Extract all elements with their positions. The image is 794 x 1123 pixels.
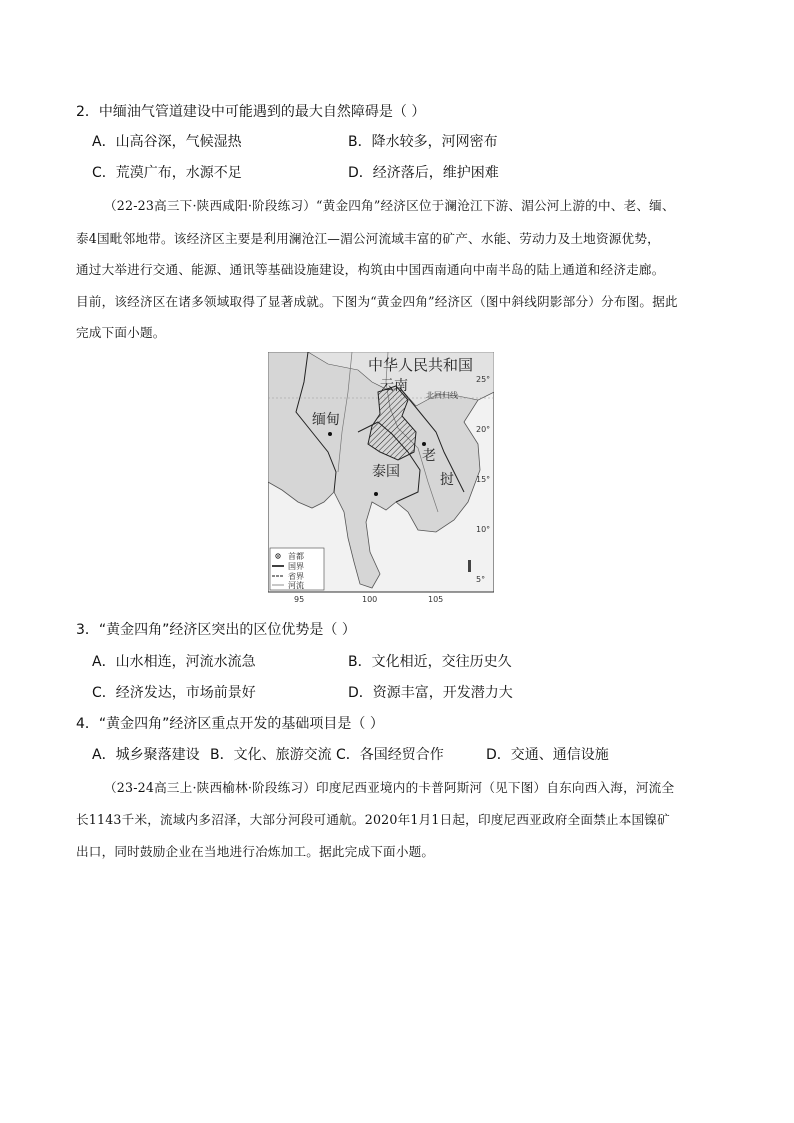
label-laos-2: 挝 [440, 472, 454, 488]
label-tropic: 北回归线 [426, 391, 458, 400]
passage2-line-1: （23-24高三上·陕西榆林·阶段练习）印度尼西亚境内的卡普阿斯河（见下图）自东向西入海，河流全 [104, 780, 675, 795]
lat-tick-15: 15° [476, 475, 491, 484]
lat-tick-25: 25° [476, 375, 491, 384]
legend-border-label: 国界 [288, 562, 304, 571]
passage2-line-3: 出口，同时鼓励企业在当地进行冶炼加工。据此完成下面小题。 [76, 844, 435, 859]
q4-option-c: C．各国经贸合作 [336, 747, 444, 763]
q4-option-d: D．交通、通信设施 [486, 747, 609, 763]
label-yunnan: 云南 [380, 378, 408, 394]
q2-stem: 2．中缅油气管道建设中可能遇到的最大自然障碍是（ ） [76, 104, 426, 120]
label-myanmar: 缅甸 [312, 412, 340, 428]
q2-option-a: A．山高谷深，气候湿热 [92, 134, 242, 150]
legend-river-label: 河流 [288, 581, 304, 590]
q3-option-c: C．经济发达，市场前景好 [92, 685, 256, 701]
label-china: 中华人民共和国 [368, 356, 474, 374]
q2-option-c: C．荒漠广布，水源不足 [92, 165, 242, 181]
lon-tick-100: 100 [362, 595, 378, 604]
lon-tick-105: 105 [428, 595, 444, 604]
passage1-line-3: 通过大举进行交通、能源、通讯等基础设施建设，构筑由中国西南通向中南半岛的陆上通道和经济走廊。 [76, 262, 665, 277]
q2-option-d: D．经济落后，维护困难 [348, 165, 499, 181]
passage1-line-4: 目前，该经济区在诸多领域取得了显著成就。下图为“黄金四角”经济区（图中斜线阴影部分）分布图。据此 [76, 294, 678, 309]
lat-tick-10: 10° [476, 525, 491, 534]
q3-option-b: B．文化相近，交往历史久 [348, 654, 512, 670]
lon-tick-95: 95 [294, 595, 305, 604]
q4-stem: 4．“黄金四角”经济区重点开发的基础项目是（ ） [76, 716, 384, 732]
q3-option-a: A．山水相连，河流水流急 [92, 654, 256, 670]
passage1-line-5: 完成下面小题。 [76, 325, 166, 340]
label-thailand: 泰国 [372, 464, 400, 480]
lat-tick-20: 20° [476, 425, 491, 434]
capital-marker-laos [422, 442, 426, 446]
capital-marker-thailand [374, 492, 378, 496]
scale-bar [468, 560, 471, 572]
q2-option-b: B．降水较多，河网密布 [348, 134, 498, 150]
q4-options-row [92, 745, 609, 765]
q3-stem: 3．“黄金四角”经济区突出的区位优势是（ ） [76, 622, 356, 638]
passage2-line-2: 长1143千米，流域内多沼泽，大部分河段可通航。2020年1月1日起，印度尼西亚政府全面禁止本国镍矿 [76, 812, 670, 827]
legend-capital-label: 首都 [288, 552, 304, 561]
legend-province-label: 省界 [288, 572, 304, 581]
passage1-line-2: 泰4国毗邻地带。该经济区主要是利用澜沧江—湄公河流域丰富的矿产、水能、劳动力及土地资源优势， [76, 231, 660, 246]
q4-option-b: B．文化、旅游交流 [210, 747, 332, 763]
label-laos-1: 老 [422, 448, 436, 464]
lat-tick-5: 5° [476, 575, 486, 584]
passage1-line-1: （22-23高三下·陕西咸阳·阶段练习）“黄金四角”经济区位于澜沧江下游、湄公河上游的中、老、缅、 [104, 198, 675, 213]
capital-marker-myanmar [328, 432, 332, 436]
q3-option-d: D．资源丰富，开发潜力大 [348, 685, 513, 701]
golden-quadrangle-map [268, 352, 494, 604]
q4-option-a: A．城乡聚落建设 [92, 747, 200, 763]
legend-capital-dot [277, 555, 279, 557]
